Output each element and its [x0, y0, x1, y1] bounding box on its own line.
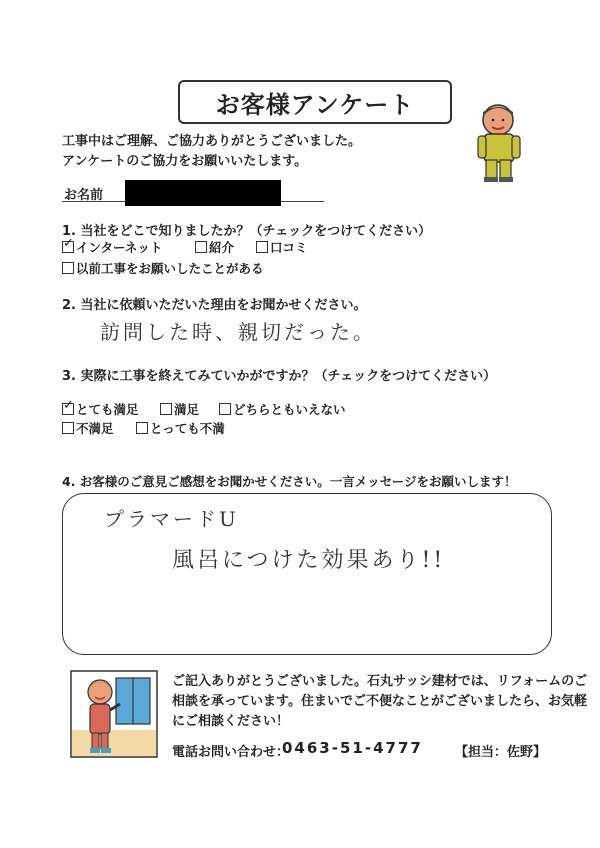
intro-line-1: 工事中はご理解、ご協力ありがとうございました。 — [62, 134, 362, 149]
worker-mascot-icon — [470, 102, 530, 184]
q1-option-previous-work[interactable] — [62, 259, 264, 277]
staff-in-charge: 【担当：佐野】 — [455, 745, 547, 760]
check-mark-icon: ✓ — [63, 236, 74, 251]
check-mark-icon: ✓ — [63, 398, 74, 413]
option-label: 以前工事をお願いしたことがある — [76, 261, 264, 276]
checkbox-icon[interactable] — [195, 241, 207, 253]
checkbox-icon[interactable] — [62, 422, 74, 434]
q1-option-internet[interactable] — [62, 238, 162, 256]
q4-handwritten-line-2: 風呂につけた効果あり!! — [172, 548, 446, 573]
footer-line-1: ご記入ありがとうございました。石丸サッシ建材では、リフォームのご — [172, 674, 588, 689]
redacted-name — [125, 180, 281, 206]
option-label: 紹介 — [209, 240, 235, 255]
name-label: お名前 — [64, 188, 104, 203]
page-title: お客様アンケート — [178, 80, 452, 124]
footer-line-2: 相談を承っています。住まいでご不便なことがございましたら、お気軽 — [172, 694, 587, 709]
checkbox-icon[interactable] — [62, 236, 74, 253]
option-label: どちらともいえない — [233, 402, 346, 417]
q2-handwritten-answer: 訪問した時、親切だった。 — [100, 320, 376, 344]
option-label: インターネット — [76, 240, 163, 255]
checkbox-icon[interactable] — [62, 262, 74, 274]
question-1: 1. 当社をどこで知りましたか？（チェックをつけてください） — [62, 224, 432, 239]
option-label: とても満足 — [76, 402, 139, 417]
checkbox-icon[interactable] — [256, 241, 268, 253]
q3-option-very-satisfied[interactable] — [62, 400, 139, 418]
q3-option-neutral[interactable] — [219, 400, 346, 418]
checkbox-icon[interactable] — [160, 403, 172, 415]
checkbox-icon[interactable] — [136, 422, 148, 434]
q1-option-referral[interactable] — [195, 238, 234, 256]
option-label: 満足 — [174, 402, 200, 417]
question-3: 3. 実際に工事を終えてみていかがですか？（チェックをつけてください） — [62, 369, 497, 384]
option-label: 不満足 — [76, 421, 114, 436]
question-2: 2. 当社に依頼いただいた理由をお聞かせください。 — [62, 298, 367, 313]
intro-line-2: アンケートのご協力をお願いいたします。 — [62, 154, 308, 169]
q3-option-very-dissatisfied[interactable] — [136, 419, 225, 437]
q1-option-word-of-mouth[interactable] — [256, 238, 308, 256]
option-label: とっても不満 — [150, 421, 225, 436]
footer-line-3: にご相談ください！ — [172, 714, 290, 729]
phone-number[interactable]: 0463-51-4777 — [282, 739, 423, 757]
checkbox-icon[interactable] — [62, 398, 74, 415]
question-4: 4. お客様のご意見ご感想をお聞かせください。一言メッセージをお願いします！ — [62, 474, 517, 489]
q3-option-satisfied[interactable] — [160, 400, 199, 418]
option-label: 口コミ — [270, 240, 308, 255]
staff-woman-illustration — [70, 670, 158, 758]
q3-option-dissatisfied[interactable] — [62, 419, 114, 437]
q4-handwritten-line-1: プラマードU — [104, 507, 239, 531]
phone-label: 電話お問い合わせ： — [172, 745, 290, 760]
checkbox-icon[interactable] — [219, 403, 231, 415]
